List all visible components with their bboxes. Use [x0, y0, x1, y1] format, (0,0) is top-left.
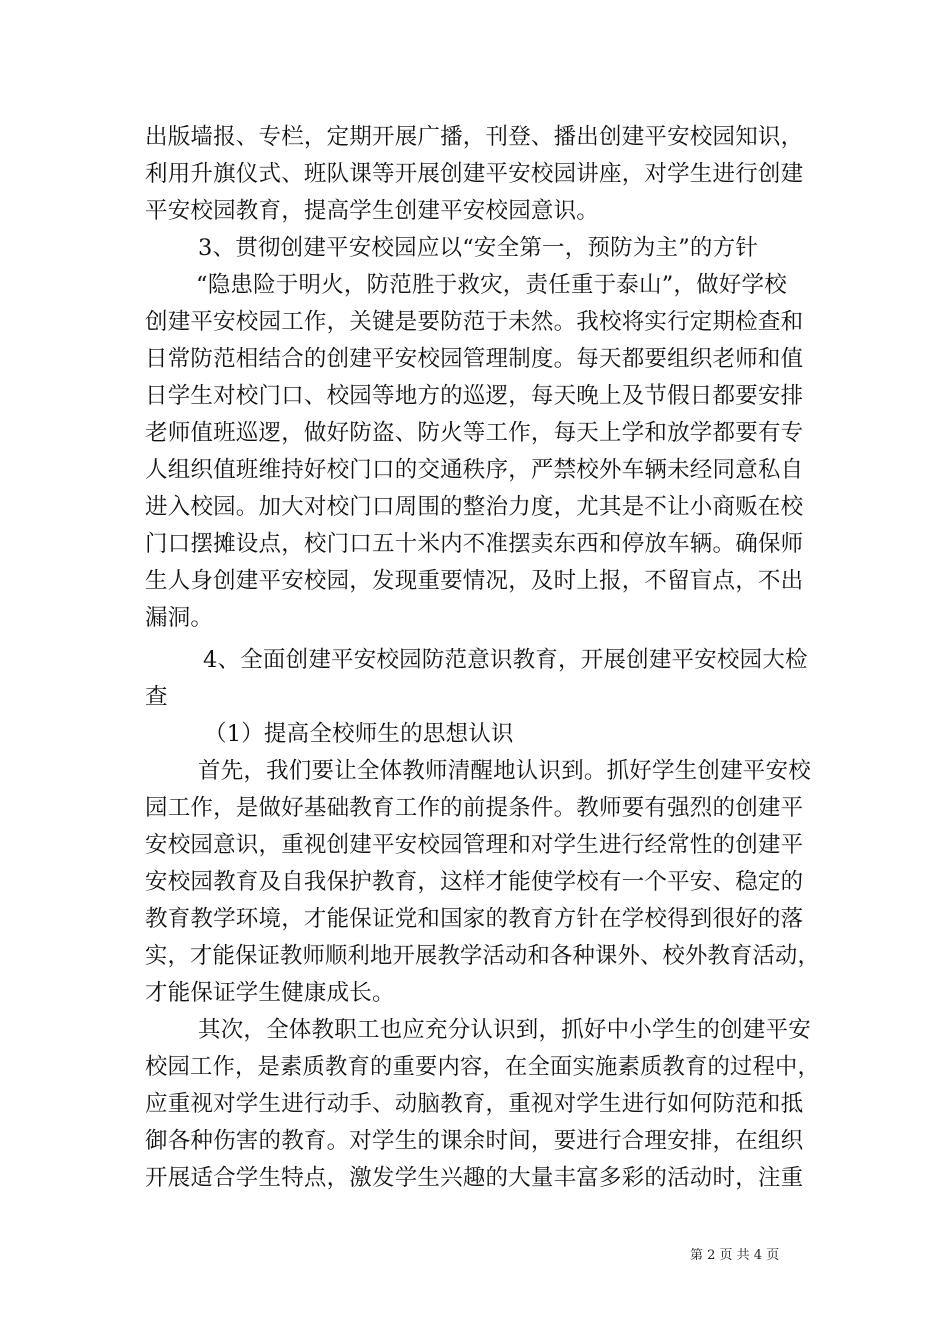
- text-line: 利用升旗仪式、班队课等开展创建平安校园讲座，对学生进行创建: [145, 161, 804, 187]
- text-line: 才能保证学生健康成长。: [145, 980, 395, 1006]
- text-line: 老师值班巡逻，做好防盗、防火等工作，每天上学和放学都要有专: [145, 420, 804, 446]
- text-line: 开展适合学生特点，激发学生兴趣的大量丰富多彩的活动时，注重: [145, 1165, 804, 1191]
- text-line: 校园工作，是素质教育的重要内容，在全面实施素质教育的过程中，: [145, 1054, 821, 1080]
- text-line: 门口摆摊设点，校门口五十米内不准摆卖东西和停放车辆。确保师: [145, 531, 804, 557]
- page-number: 第 2 页 共 4 页: [690, 1248, 780, 1263]
- text-line: 首先，我们要让全体教师清醒地认识到。抓好学生创建平安校: [198, 758, 811, 784]
- section-heading: 3、贯彻创建平安校园应以“安全第一，预防为主”的方针: [198, 235, 759, 261]
- text-line: 园工作，是做好基础教育工作的前提条件。教师要有强烈的创建平: [145, 795, 804, 821]
- text-line: 创建平安校园工作，关键是要防范于未然。我校将实行定期检查和: [145, 309, 804, 335]
- text-line: 人组织值班维持好校门口的交通秩序，严禁校外车辆未经同意私自: [145, 457, 804, 483]
- text-line: 御各种伤害的教育。对学生的课余时间，要进行合理安排，在组织: [145, 1128, 804, 1154]
- text-line: 日学生对校门口、校园等地方的巡逻，每天晚上及节假日都要安排: [145, 383, 804, 409]
- text-line: 出版墙报、专栏，定期开展广播，刊登、播出创建平安校园知识，: [145, 124, 804, 150]
- text-line: 安校园意识，重视创建平安校园管理和对学生进行经常性的创建平: [145, 832, 804, 858]
- text-line: 应重视对学生进行动手、动脑教育，重视对学生进行如何防范和抵: [145, 1091, 804, 1117]
- text-line: 进入校园。加大对校门口周围的整治力度，尤其是不让小商贩在校: [145, 494, 804, 520]
- text-line: “隐患险于明火，防范胜于救灾，责任重于泰山”，做好学校: [196, 272, 787, 298]
- text-line: 实，才能保证教师顺利地开展教学活动和各种课外、校外教育活动，: [145, 943, 821, 969]
- text-line: 日常防范相结合的创建平安校园管理制度。每天都要组织老师和值: [145, 346, 804, 372]
- section-heading-continued: 查: [145, 684, 168, 710]
- section-heading: 4、全面创建平安校园防范意识教育，开展创建平安校园大检: [203, 647, 808, 673]
- text-line: 平安校园教育，提高学生创建平安校园意识。: [145, 198, 600, 224]
- text-line: 生人身创建平安校园，发现重要情况，及时上报，不留盲点，不出: [145, 568, 804, 594]
- text-line: 安校园教育及自我保护教育，这样才能使学校有一个平安、稳定的: [145, 869, 804, 895]
- text-line: 其次，全体教职工也应充分认识到，抓好中小学生的创建平安: [198, 1017, 811, 1043]
- subsection-heading: （1）提高全校师生的思想认识: [204, 721, 514, 747]
- text-line: 漏洞。: [145, 605, 214, 631]
- text-line: 教育教学环境，才能保证党和国家的教育方针在学校得到很好的落: [145, 906, 804, 932]
